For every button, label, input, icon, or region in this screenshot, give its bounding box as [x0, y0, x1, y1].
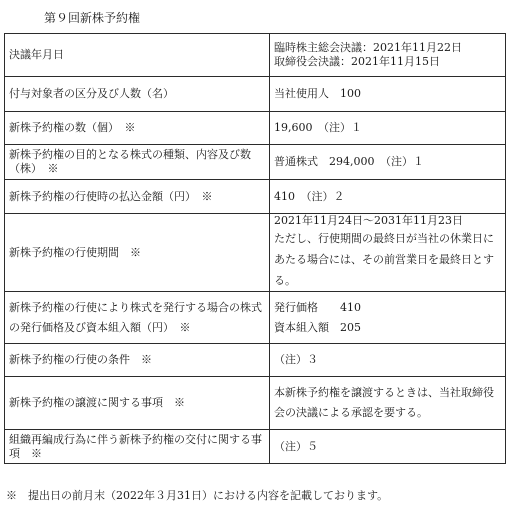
table-row	[5, 77, 506, 112]
value-line: 2021年11月24日～2031年11月23日	[274, 214, 463, 227]
value-line: 410 （注）２	[274, 189, 345, 203]
value-line: 本新株予約権を譲渡するときは、当社取締役会の決議による承認を要する。	[274, 386, 494, 419]
row-value	[270, 377, 506, 430]
value-line: ただし、行使期間の最終日が当社の休業日にあたる場合には、その前営業日を最終日とする。	[274, 232, 494, 287]
row-label: 新株予約権の目的となる株式の種類、内容及び数（株） ※	[5, 145, 270, 180]
section-title: 第９回新株予約権	[44, 11, 141, 25]
table-row	[5, 344, 506, 377]
value-line: 臨時株主総会決議：2021年11月22日	[274, 41, 462, 54]
row-label: 新株予約権の行使時の払込金額（円） ※	[5, 180, 270, 214]
stock-option-table	[4, 33, 506, 464]
value-line: 発行価格 410	[274, 300, 361, 314]
footnote: ※ 提出日の前月末（2022年３月31日）における内容を記載しております。	[6, 489, 389, 502]
row-label: 付与対象者の区分及び人数（名）	[5, 77, 270, 112]
row-value	[270, 34, 506, 77]
row-value	[270, 292, 506, 344]
row-label: 決議年月日	[5, 34, 270, 77]
row-label: 新株予約権の行使により株式を発行する場合の株式の発行価格及び資本組入額（円） ※	[5, 292, 270, 344]
value-line: 取締役会決議：2021年11月15日	[274, 55, 440, 68]
row-value	[270, 180, 506, 214]
value-line: 普通株式 294,000 （注）１	[274, 155, 424, 168]
row-value	[270, 214, 506, 292]
row-value	[270, 77, 506, 112]
value-line: 19,600 （注）１	[274, 121, 362, 134]
table-row	[5, 180, 506, 214]
row-value	[270, 430, 506, 464]
table-row	[5, 145, 506, 180]
row-label: 新株予約権の数（個） ※	[5, 112, 270, 145]
table-row	[5, 34, 506, 77]
table-row	[5, 430, 506, 464]
value-line: 資本組入額 205	[274, 320, 361, 334]
row-value	[270, 145, 506, 180]
value-line: 当社使用人 100	[274, 87, 361, 100]
table-row	[5, 214, 506, 292]
table-row	[5, 112, 506, 145]
row-label: 組織再編成行為に伴う新株予約権の交付に関する事項 ※	[5, 430, 270, 464]
row-value	[270, 112, 506, 145]
row-label: 新株予約権の行使の条件 ※	[5, 344, 270, 377]
row-label: 新株予約権の行使期間 ※	[5, 214, 270, 292]
value-line: （注）５	[274, 439, 318, 453]
row-value	[270, 344, 506, 377]
row-label: 新株予約権の譲渡に関する事項 ※	[5, 377, 270, 430]
value-line: （注）３	[274, 353, 318, 366]
table-row	[5, 377, 506, 430]
table-row	[5, 292, 506, 344]
